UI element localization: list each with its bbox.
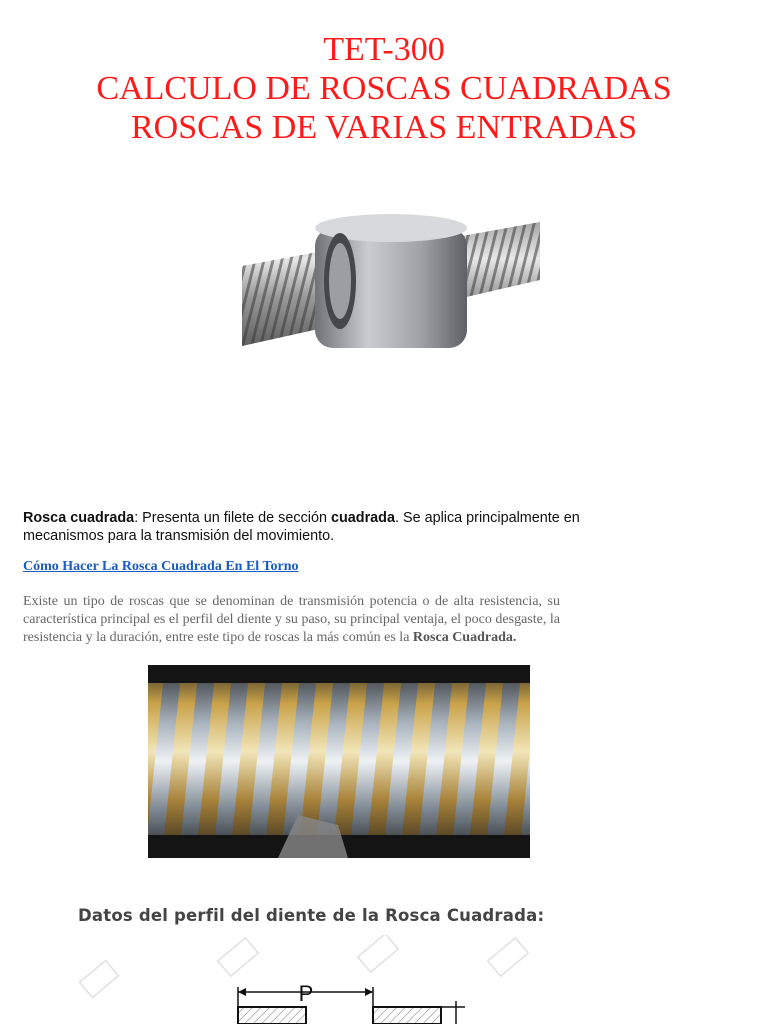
threaded-rod-nut-photo — [240, 206, 542, 356]
description-emphasis: Rosca Cuadrada. — [412, 630, 517, 645]
square-thread-machining-photo — [148, 665, 530, 858]
pitch-label: P — [298, 981, 314, 1006]
thread-profile-diagram — [70, 935, 570, 1024]
intro-text-a: : Presenta un filete de sección — [134, 510, 331, 526]
description-text: Existe un tipo de roscas que se denominan de transmisión potencia o de alta resistencia, su característica principal es el perfil del diente y su paso, su principal ventaja, el poco desgaste, la resistencia y la duración, entre este tipo de roscas la más común es la — [23, 594, 560, 645]
lathe-tutorial-link[interactable]: Cómo Hacer La Rosca Cuadrada En El Torno — [23, 559, 299, 574]
title-line-1: TET-300 — [323, 31, 445, 68]
document-title — [0, 30, 768, 147]
description-paragraph — [23, 593, 560, 647]
title-line-3: ROSCAS DE VARIAS ENTRADAS — [130, 109, 637, 146]
intro-term-2: cuadrada — [330, 510, 395, 526]
intro-text-b: . Se aplica principalmente en mecanismos para la transmisión del movimiento. — [23, 510, 580, 544]
diagram-caption: Datos del perfil del diente de la Rosca Cuadrada: — [78, 906, 545, 925]
title-line-2: CALCULO DE ROSCAS CUADRADAS — [96, 70, 672, 107]
intro-term: Rosca cuadrada — [23, 510, 135, 526]
intro-paragraph — [23, 509, 583, 545]
